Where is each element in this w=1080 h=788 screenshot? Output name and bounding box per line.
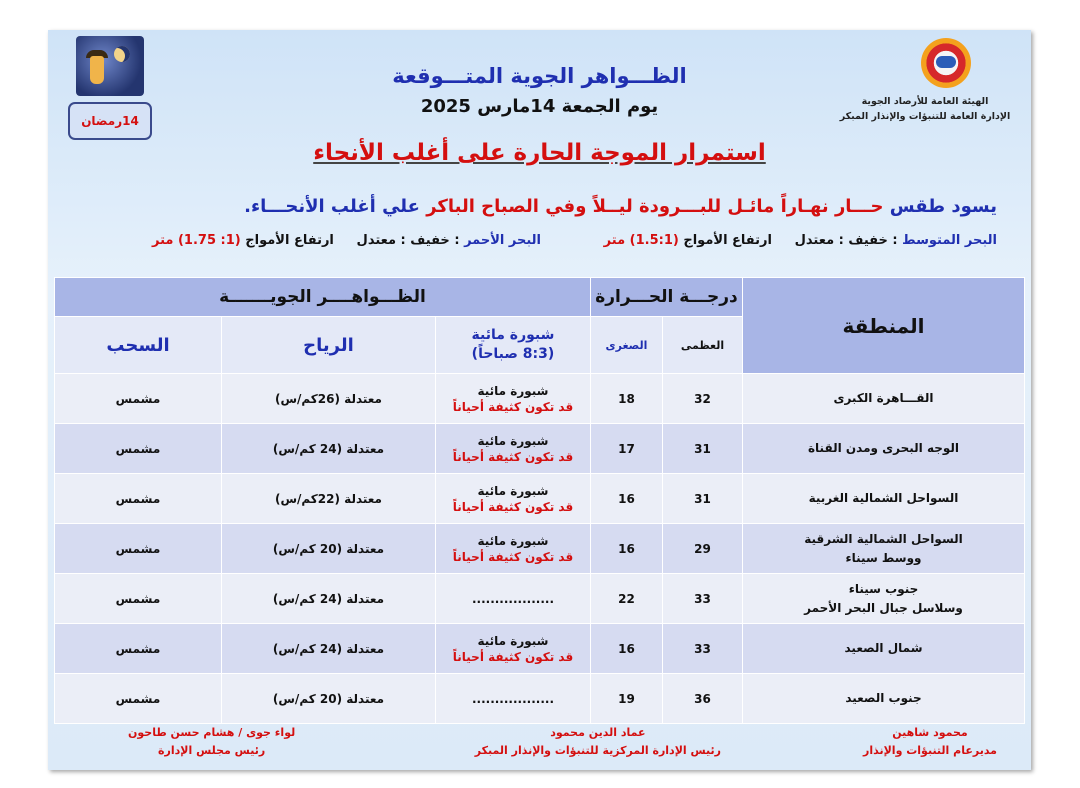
fog-cell: شبورة مائية قد تكون كثيفة أحياناً	[435, 624, 590, 674]
wind-header: الرياح	[221, 317, 435, 374]
table-row	[54, 674, 1024, 724]
table-row	[54, 424, 1024, 474]
fog-cell: ..................	[435, 674, 590, 724]
wind-cell: معتدلة (24 كم/س)	[221, 574, 435, 624]
page-title: الظـــواهر الجوية المتـــوقعة	[392, 64, 687, 88]
max-temp-cell: 33	[663, 624, 743, 674]
fog-header: شبورة مائية (8:3 صباحاً)	[435, 317, 590, 374]
max-temp-cell: 33	[663, 574, 743, 624]
clouds-cell: مشمس	[54, 624, 221, 674]
min-temp-cell: 22	[590, 574, 662, 624]
clouds-cell: مشمس	[54, 574, 221, 624]
region-cell: السواحل الشمالية الغربية	[743, 474, 1025, 524]
min-temp-cell: 16	[590, 524, 662, 574]
clouds-cell: مشمس	[54, 474, 221, 524]
clouds-cell: مشمس	[54, 674, 221, 724]
wind-cell: معتدلة (26كم/س)	[221, 374, 435, 424]
max-temp-cell: 31	[663, 424, 743, 474]
min-temp-header: الصغرى	[590, 317, 662, 374]
max-temp-header: العظمى	[663, 317, 743, 374]
forecast-sheet	[48, 30, 1031, 770]
min-temp-cell: 18	[590, 374, 662, 424]
fog-cell: شبورة مائية قد تكون كثيفة أحياناً	[435, 424, 590, 474]
max-temp-cell: 29	[663, 524, 743, 574]
region-cell: جنوب الصعيد	[743, 674, 1025, 724]
clouds-cell: مشمس	[54, 424, 221, 474]
temperature-header: درجـــة الحـــرارة	[590, 278, 742, 317]
organization-name: الهيئة العامة للأرصاد الجوية الإدارة العامة للتنبؤات والإنذار المبكر	[839, 96, 1011, 122]
wind-cell: معتدلة (24 كم/س)	[221, 424, 435, 474]
region-header: المنطقة	[743, 278, 1025, 374]
fog-cell: شبورة مائية قد تكون كثيفة أحياناً	[435, 374, 590, 424]
table-row	[54, 574, 1024, 624]
red-sea-state: البحر الأحمر : خفيف : معتدل ارتفاع الأمواج (1: 1.75) متر	[152, 233, 541, 248]
region-cell: القـــاهرة الكبرى	[743, 374, 1025, 424]
fog-cell: ..................	[435, 574, 590, 624]
forecast-table	[54, 277, 1025, 724]
region-cell: السواحل الشمالية الشرقية ووسط سيناء	[743, 524, 1025, 574]
weather-summary: يسود طقس حـــار نهـاراً مائـل للبـــرودة ليــلاً وفي الصباح الباكر علي أغلب الأنحـــاء.	[244, 196, 997, 217]
max-temp-cell: 31	[663, 474, 743, 524]
min-temp-cell: 17	[590, 424, 662, 474]
min-temp-cell: 19	[590, 674, 662, 724]
wind-cell: معتدلة (22كم/س)	[221, 474, 435, 524]
wind-cell: معتدلة (24 كم/س)	[221, 624, 435, 674]
table-row	[54, 374, 1024, 424]
min-temp-cell: 16	[590, 624, 662, 674]
wind-cell: معتدلة (20 كم/س)	[221, 674, 435, 724]
signature-board-chairman: لواء جوى / هشام حسن طاحون رئيس مجلس الإدارة	[128, 726, 296, 757]
fog-cell: شبورة مائية قد تكون كثيفة أحياناً	[435, 474, 590, 524]
table-row	[54, 474, 1024, 524]
clouds-header: السحب	[54, 317, 221, 374]
table-row	[54, 524, 1024, 574]
min-temp-cell: 16	[590, 474, 662, 524]
clouds-cell: مشمس	[54, 524, 221, 574]
region-cell: جنوب سيناء وسلاسل جبال البحر الأحمر	[743, 574, 1025, 624]
signature-forecast-director: محمود شاهين مديرعام التنبؤات والإنذار	[863, 726, 997, 757]
forecast-date: يوم الجمعة 14مارس 2025	[420, 96, 659, 117]
max-temp-cell: 32	[663, 374, 743, 424]
clouds-cell: مشمس	[54, 374, 221, 424]
headline: استمرار الموجة الحارة على أغلب الأنحاء	[313, 140, 766, 166]
forecast-table-wrapper	[55, 277, 1025, 724]
region-cell: الوجه البحرى ومدن القناة	[743, 424, 1025, 474]
mediterranean-sea-state: البحر المتوسط : خفيف : معتدل ارتفاع الأمواج (1.5:1) متر	[603, 233, 997, 248]
region-cell: شمال الصعيد	[743, 624, 1025, 674]
signature-central-director: عماد الدين محمود رئيس الإدارة المركزية للتنبؤات والإنذار المبكر	[474, 726, 721, 757]
ramadan-day-badge: 14رمضان	[68, 102, 152, 140]
table-row	[54, 624, 1024, 674]
phenomena-header: الظـــواهــــر الجويـــــــة	[54, 278, 590, 317]
max-temp-cell: 36	[663, 674, 743, 724]
fog-cell: شبورة مائية قد تكون كثيفة أحياناً	[435, 524, 590, 574]
wind-cell: معتدلة (20 كم/س)	[221, 524, 435, 574]
